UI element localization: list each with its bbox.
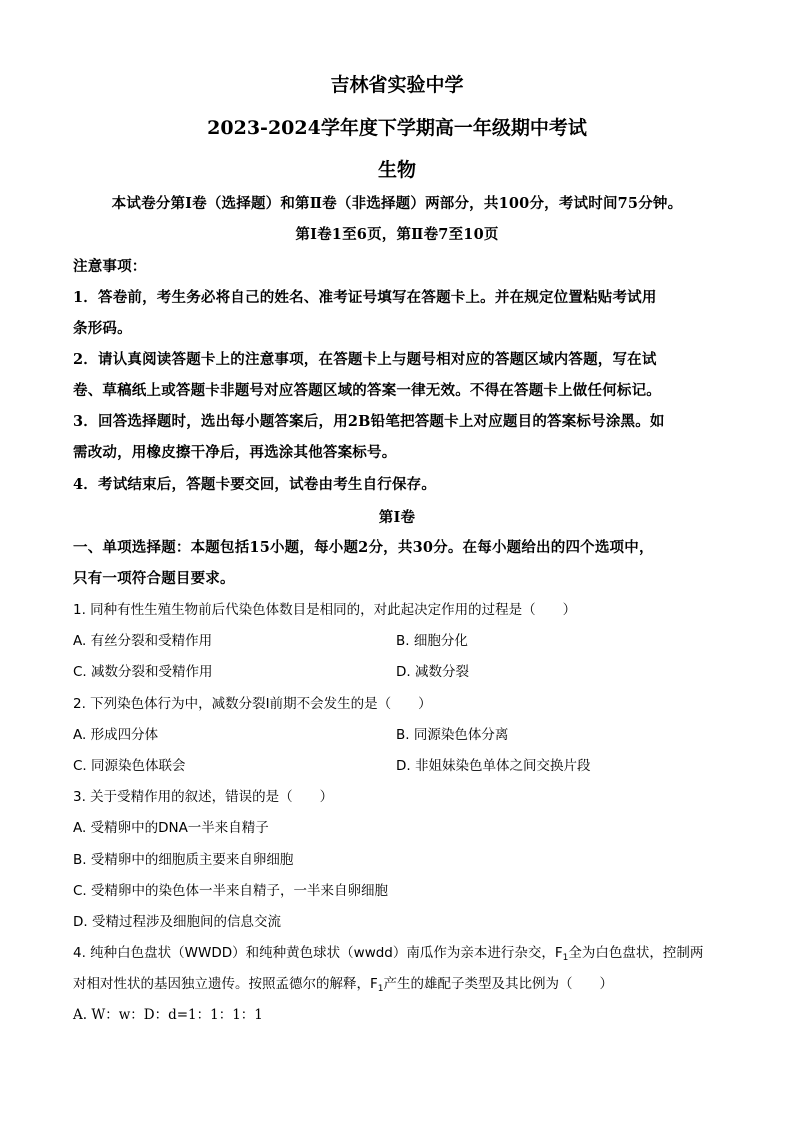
question-3-option-a: A. 受精卵中的DNA一半来自精子 bbox=[73, 820, 269, 836]
question-3-stem: 3. 关于受精作用的叙述，错误的是（ ） bbox=[73, 789, 334, 805]
question-1-option-a: A. 有丝分裂和受精作用 bbox=[73, 633, 213, 649]
question-2-stem: 2. 下列染色体行为中，减数分裂Ⅰ前期不会发生的是（ ） bbox=[73, 696, 432, 712]
question-1-option-c: C. 减数分裂和受精作用 bbox=[73, 664, 213, 680]
question-2-option-c: C. 同源染色体联会 bbox=[73, 758, 186, 774]
exam-title: 2023-2024学年度下学期高一年级期中考试 bbox=[207, 117, 587, 139]
notice-item-2-line-2: 卷、草稿纸上或答题卡非题号对应答题区域的答案一律无效。不得在答题卡上做任何标记。 bbox=[73, 382, 661, 399]
section-instructions-line-1: 一、单项选择题：本题包括15小题，每小题2分，共30分。在每小题给出的四个选项中， bbox=[73, 539, 654, 556]
notice-item-1-line-2: 条形码。 bbox=[73, 320, 132, 337]
section-instructions-line-2: 只有一项符合题目要求。 bbox=[73, 570, 235, 587]
notice-item-1-line-1: 1．答卷前，考生务必将自己的姓名、准考证号填写在答题卡上。并在规定位置粘贴考试用 bbox=[73, 289, 657, 306]
question-3-option-b: B. 受精卵中的细胞质主要来自卵细胞 bbox=[73, 852, 294, 868]
question-4-stem-line-2-text-b: 产生的雄配子类型及其比例为（ ） bbox=[383, 976, 613, 992]
question-4-option-a: A. W：w：D：d=1：1：1：1 bbox=[73, 1007, 263, 1023]
school-name: 吉林省实验中学 bbox=[330, 74, 464, 96]
question-1-stem: 1. 同种有性生殖生物前后代染色体数目是相同的，对此起决定作用的过程是（ ） bbox=[73, 602, 577, 618]
question-4-stem-line-2-subscript: 1 bbox=[377, 984, 384, 994]
subject-title: 生物 bbox=[377, 159, 416, 181]
question-4-stem-line-2 bbox=[73, 972, 613, 992]
notice-item-4: 4．考试结束后，答题卡要交回，试卷由考生自行保存。 bbox=[73, 476, 437, 493]
notice-item-3-line-1: 3．回答选择题时，选出每小题答案后，用2B铅笔把答题卡上对应题目的答案标号涂黑。如 bbox=[73, 413, 665, 430]
question-4-stem-line-2-text-a: 对相对性状的基因独立遗传。按照孟德尔的解释，F bbox=[73, 976, 378, 992]
part-1-title: 第Ⅰ卷 bbox=[378, 509, 416, 526]
question-4-stem-line-1-subscript: 1 bbox=[562, 953, 569, 963]
question-4-stem-line-1-text-a: 4. 纯种白色盘状（WWDD）和纯种黄色球状（wwdd）南瓜作为亲本进行杂交，F bbox=[73, 945, 563, 961]
question-2-option-b: B. 同源染色体分离 bbox=[396, 727, 509, 743]
question-2-option-a: A. 形成四分体 bbox=[73, 727, 159, 743]
question-3-option-d: D. 受精过程涉及细胞间的信息交流 bbox=[73, 914, 281, 930]
question-4-stem-line-1 bbox=[73, 941, 703, 961]
exam-intro: 本试卷分第Ⅰ卷（选择题）和第Ⅱ卷（非选择题）两部分，共100分，考试时间75分钟。 bbox=[111, 195, 683, 212]
exam-pages: 第Ⅰ卷1至6页，第Ⅱ卷7至10页 bbox=[295, 226, 499, 243]
notice-item-2-line-1: 2．请认真阅读答题卡上的注意事项，在答题卡上与题号相对应的答题区域内答题，写在试 bbox=[73, 351, 657, 368]
question-4-stem-line-1-text-b: 全为白色盘状，控制两 bbox=[568, 945, 704, 961]
notice-title: 注意事项： bbox=[73, 258, 147, 275]
notice-item-3-line-2: 需改动，用橡皮擦干净后，再选涂其他答案标号。 bbox=[73, 444, 397, 461]
question-2-option-d: D. 非姐妹染色单体之间交换片段 bbox=[396, 758, 591, 774]
question-1-option-b: B. 细胞分化 bbox=[396, 633, 468, 649]
question-1-option-d: D. 减数分裂 bbox=[396, 664, 469, 680]
question-3-option-c: C. 受精卵中的染色体一半来自精子，一半来自卵细胞 bbox=[73, 883, 389, 899]
